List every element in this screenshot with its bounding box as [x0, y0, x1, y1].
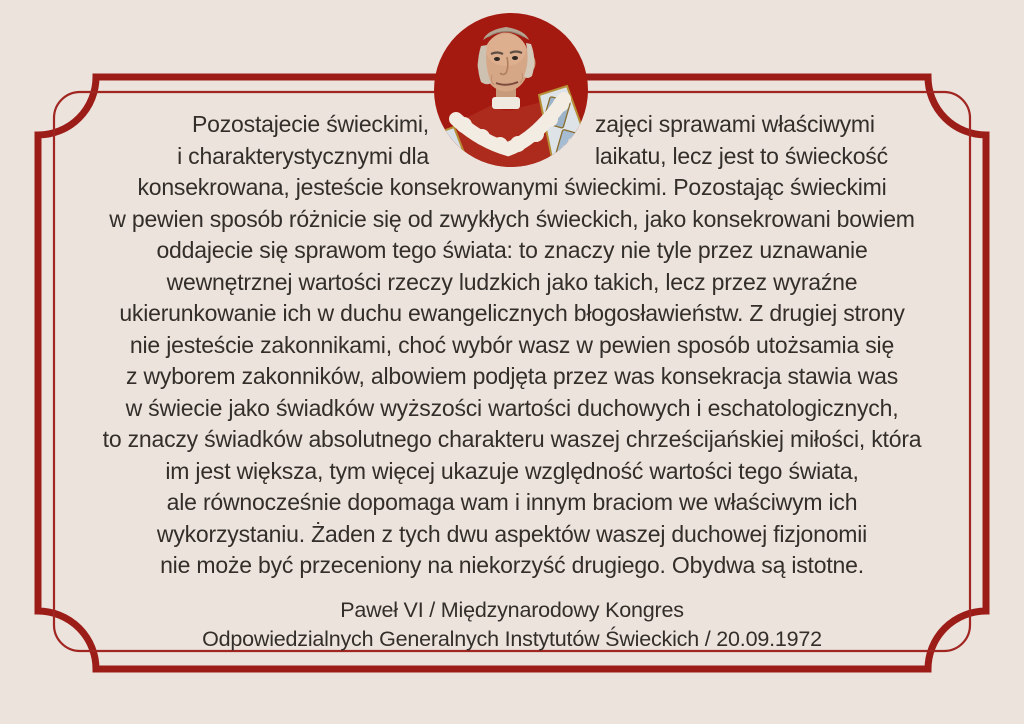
quote-line: wewnętrznej wartości rzeczy ludzkich jako takich, lecz przez wyraźne: [166, 268, 858, 295]
quote-line: nie może być przeceniony na niekorzyść drugiego. Obydwa są istotne.: [160, 552, 864, 578]
attribution-line: Paweł VI / Międzynarodowy Kongres: [340, 598, 684, 622]
quote-line: i charakterystycznymi dla: [177, 142, 429, 169]
quote-line-split-1: [48, 109, 976, 141]
quote-line: zajęci sprawami właściwymi: [595, 111, 875, 137]
quote-line: wykorzystaniu. Żaden z tych dwu aspektów waszej duchowej fizjonomii: [156, 520, 868, 547]
portrait-spacer: [429, 109, 595, 141]
quote-line: z wyborem zakonników, albowiem podjęta przez was konsekracja stawia was: [126, 363, 898, 389]
quote-line: nie jesteście zakonnikami, choć wybór wasz w pewien sposób utożsamia się: [129, 331, 895, 358]
quote-line: Pozostajecie świeckimi,: [192, 111, 429, 137]
quote-line: laikatu, lecz jest to świeckość: [595, 142, 888, 169]
portrait-spacer: [429, 141, 595, 173]
quote-line: ukierunkowanie ich w duchu ewangelicznych błogosławieństw. Z drugiej strony: [119, 300, 905, 326]
attribution-line: Odpowiedzialnych Generalnych Instytutów Świeckich / 20.09.1972: [202, 626, 822, 651]
quote-line: w pewien sposób różnicie się od zwykłych świeckich, jako konsekrowani bowiem: [109, 205, 915, 232]
quote-line: oddajecie się sprawom tego świata: to znaczy nie tyle przez uznawanie: [156, 237, 868, 263]
quote-line: konsekrowana, jesteście konsekrowanymi świeckimi. Pozostając świeckimi: [137, 174, 887, 200]
attribution: [48, 596, 976, 653]
quote-line-split-2: [48, 141, 976, 173]
quote-line: im jest większa, tym więcej ukazuje względność wartości tego świata,: [165, 457, 859, 484]
quote-line: w świecie jako świadków wyższości wartości duchowych i eschatologicznych,: [125, 394, 899, 421]
quote-line: to znaczy świadków absolutnego charakteru waszej chrześcijańskiej miłości, która: [102, 426, 922, 452]
quote-line: ale równocześnie dopomaga wam i innym braciom we właściwym ich: [166, 489, 858, 515]
quote-text: [48, 109, 976, 582]
